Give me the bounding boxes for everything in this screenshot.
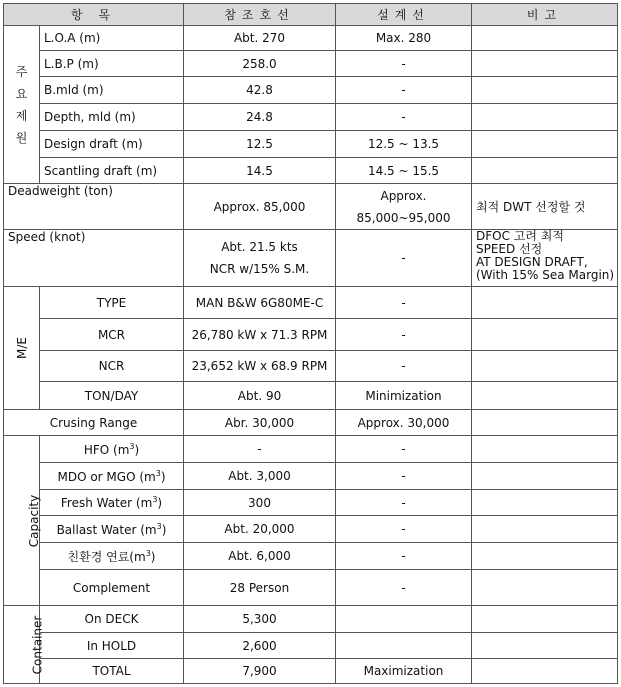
row-label: Complement bbox=[40, 570, 184, 606]
design-value: Minimization bbox=[336, 382, 472, 410]
table-row bbox=[4, 410, 618, 436]
reference-value: 258.0 bbox=[184, 51, 336, 77]
reference-value: Abt. 90 bbox=[184, 382, 336, 410]
group-label-main-particulars: 주요제원 bbox=[4, 26, 40, 184]
remark-value: 최적 DWT 선정할 것 bbox=[472, 184, 618, 230]
row-label: L.O.A (m) bbox=[40, 26, 184, 51]
table-row bbox=[4, 131, 618, 158]
remark-value bbox=[472, 158, 618, 184]
row-label: L.B.P (m) bbox=[40, 51, 184, 77]
table-row bbox=[4, 633, 618, 659]
reference-value: MAN B&W 6G80ME-C bbox=[184, 287, 336, 319]
remark-value bbox=[472, 659, 618, 684]
header-reference: 참조호선 bbox=[184, 4, 336, 26]
row-label-cruising-range: Crusing Range bbox=[4, 410, 184, 436]
row-label: HFO $(m^3)$ bbox=[40, 436, 184, 463]
table-row bbox=[4, 26, 618, 51]
reference-value: Abt. 20,000 bbox=[184, 516, 336, 543]
reference-value: 28 Person bbox=[184, 570, 336, 606]
row-label: NCR bbox=[40, 351, 184, 382]
design-value: Maximization bbox=[336, 659, 472, 684]
row-label: On DECK bbox=[40, 606, 184, 633]
row-label: Fresh Water $(m^3)$ bbox=[40, 490, 184, 516]
reference-value: Abt. 3,000 bbox=[184, 463, 336, 490]
remark-value: DFOC 고려 최적 SPEED 선정 AT DESIGN DRAFT, (With 15% Sea Margin) bbox=[472, 230, 618, 287]
design-value: - bbox=[336, 436, 472, 463]
design-value: 12.5 ~ 13.5 bbox=[336, 131, 472, 158]
table-row bbox=[4, 436, 618, 463]
remark-value bbox=[472, 436, 618, 463]
table-row bbox=[4, 158, 618, 184]
header-remark: 비고 bbox=[472, 4, 618, 26]
reference-value: 7,900 bbox=[184, 659, 336, 684]
design-value: - bbox=[336, 463, 472, 490]
reference-value: 12.5 bbox=[184, 131, 336, 158]
table-row bbox=[4, 184, 618, 230]
table-row bbox=[4, 230, 618, 287]
table-row bbox=[4, 543, 618, 570]
remark-value bbox=[472, 131, 618, 158]
reference-value: 26,780 kW x 71.3 RPM bbox=[184, 319, 336, 351]
reference-value: Abt. 6,000 bbox=[184, 543, 336, 570]
table-row bbox=[4, 351, 618, 382]
remark-value bbox=[472, 606, 618, 633]
design-value: - bbox=[336, 516, 472, 543]
table-row bbox=[4, 490, 618, 516]
design-value: - bbox=[336, 490, 472, 516]
remark-value bbox=[472, 51, 618, 77]
remark-value bbox=[472, 570, 618, 606]
header-item: 항 목 bbox=[4, 4, 184, 26]
table-row bbox=[4, 606, 618, 633]
row-label: Depth, mld (m) bbox=[40, 104, 184, 131]
design-value: Approx. 85,000~95,000 bbox=[336, 184, 472, 230]
remark-value bbox=[472, 543, 618, 570]
design-value bbox=[336, 633, 472, 659]
remark-value bbox=[472, 351, 618, 382]
remark-value bbox=[472, 382, 618, 410]
table-row bbox=[4, 319, 618, 351]
remark-value bbox=[472, 633, 618, 659]
reference-value: 42.8 bbox=[184, 77, 336, 104]
remark-value bbox=[472, 463, 618, 490]
ship-specification-table bbox=[3, 3, 618, 684]
table-row bbox=[4, 104, 618, 131]
reference-value: 14.5 bbox=[184, 158, 336, 184]
remark-value bbox=[472, 77, 618, 104]
reference-value: 2,600 bbox=[184, 633, 336, 659]
header-design: 설계선 bbox=[336, 4, 472, 26]
remark-value bbox=[472, 490, 618, 516]
row-label: MDO or MGO $(m^3)$ bbox=[40, 463, 184, 490]
design-value bbox=[336, 606, 472, 633]
row-label: TOTAL bbox=[40, 659, 184, 684]
remark-value bbox=[472, 516, 618, 543]
reference-value: Abt. 21.5 kts NCR w/15% S.M. bbox=[184, 230, 336, 287]
group-label-capacity: Capacity bbox=[4, 436, 40, 606]
design-value: - bbox=[336, 543, 472, 570]
design-value: Max. 280 bbox=[336, 26, 472, 51]
row-label-deadweight: Deadweight (ton) bbox=[4, 184, 184, 230]
row-label: In HOLD bbox=[40, 633, 184, 659]
remark-value bbox=[472, 410, 618, 436]
table-row bbox=[4, 570, 618, 606]
design-value: - bbox=[336, 319, 472, 351]
design-value: - bbox=[336, 287, 472, 319]
group-label-container: Container bbox=[4, 606, 40, 684]
row-label: Scantling draft (m) bbox=[40, 158, 184, 184]
design-value: - bbox=[336, 351, 472, 382]
reference-value: 5,300 bbox=[184, 606, 336, 633]
row-label: Ballast Water $(m^3)$ bbox=[40, 516, 184, 543]
reference-value: - bbox=[184, 436, 336, 463]
table-row bbox=[4, 287, 618, 319]
table-row bbox=[4, 382, 618, 410]
design-value: - bbox=[336, 104, 472, 131]
table-row bbox=[4, 77, 618, 104]
row-label: MCR bbox=[40, 319, 184, 351]
design-value: - bbox=[336, 77, 472, 104]
reference-value: Abr. 30,000 bbox=[184, 410, 336, 436]
reference-value: Abt. 270 bbox=[184, 26, 336, 51]
remark-value bbox=[472, 26, 618, 51]
row-label: TON/DAY bbox=[40, 382, 184, 410]
design-value: - bbox=[336, 51, 472, 77]
table-row bbox=[4, 659, 618, 684]
group-label-main-engine: M/E bbox=[4, 287, 40, 410]
table-row bbox=[4, 463, 618, 490]
row-label: Design draft (m) bbox=[40, 131, 184, 158]
remark-value bbox=[472, 287, 618, 319]
design-value: - bbox=[336, 230, 472, 287]
row-label: TYPE bbox=[40, 287, 184, 319]
row-label: B.mld (m) bbox=[40, 77, 184, 104]
design-value: Approx. 30,000 bbox=[336, 410, 472, 436]
reference-value: 300 bbox=[184, 490, 336, 516]
table-row bbox=[4, 51, 618, 77]
design-value: 14.5 ~ 15.5 bbox=[336, 158, 472, 184]
reference-value: Approx. 85,000 bbox=[184, 184, 336, 230]
reference-value: 24.8 bbox=[184, 104, 336, 131]
header-row bbox=[4, 4, 618, 26]
row-label: 친환경 연료$(m^3)$ bbox=[40, 543, 184, 570]
reference-value: 23,652 kW x 68.9 RPM bbox=[184, 351, 336, 382]
row-label-speed: Speed (knot) bbox=[4, 230, 184, 287]
remark-value bbox=[472, 319, 618, 351]
design-value: - bbox=[336, 570, 472, 606]
table-row bbox=[4, 516, 618, 543]
remark-value bbox=[472, 104, 618, 131]
